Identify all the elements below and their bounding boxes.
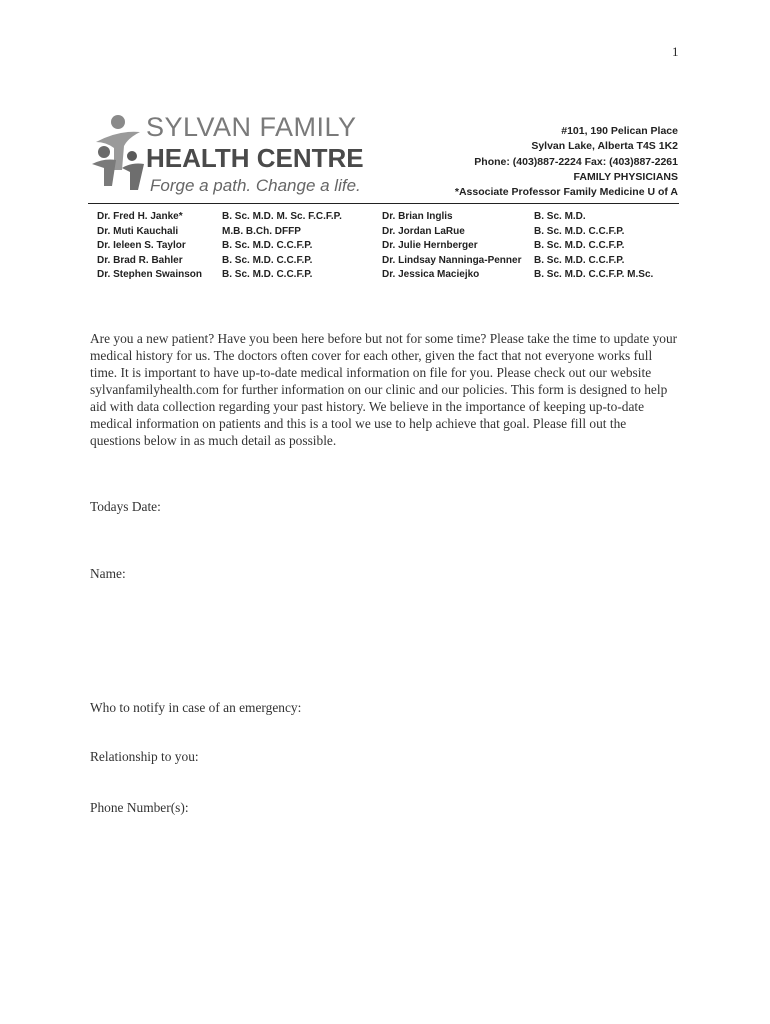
logo-title-line2: HEALTH CENTRE [146, 143, 364, 173]
name-label: Name: [90, 566, 126, 581]
clinic-logo [88, 112, 364, 202]
doctor-name: Dr. Lindsay Nanninga-Penner [382, 254, 522, 266]
address-phone-fax: Phone: (403)887-2224 Fax: (403)887-2261 [474, 155, 678, 168]
doctor-names-left [97, 210, 202, 283]
doctor-credentials: B. Sc. M.D. C.C.F.P. [534, 225, 625, 237]
doctor-credentials: B. Sc. M.D. C.C.F.P. M.Sc. [534, 269, 654, 281]
address-city: Sylvan Lake, Alberta T4S 1K2 [531, 140, 678, 153]
doctor-credentials-left [222, 210, 342, 283]
doctor-credentials: B. Sc. M.D. C.C.F.P. [534, 254, 625, 266]
phone-number-label: Phone Number(s): [90, 800, 189, 815]
logo-title-line1: SYLVAN FAMILY [146, 112, 357, 142]
header-divider [88, 203, 679, 204]
doctor-credentials: B. Sc. M.D. C.C.F.P. [534, 240, 625, 252]
address-street: #101, 190 Pelican Place [561, 125, 678, 137]
address-professor-note: *Associate Professor Family Medicine U of A [454, 186, 678, 199]
doctor-credentials: B. Sc. M.D. C.C.F.P. [222, 240, 313, 252]
doctor-name: Dr. Brian Inglis [382, 211, 453, 222]
family-figures-icon [88, 112, 148, 194]
relationship-label: Relationship to you: [90, 749, 199, 764]
doctor-name: Dr. Jordan LaRue [382, 225, 465, 237]
doctor-credentials: B. Sc. M.D. C.C.F.P. [222, 254, 313, 266]
clinic-address [455, 124, 678, 200]
doctor-credentials: B. Sc. M.D. C.C.F.P. [222, 269, 313, 281]
doctor-name: Dr. Brad R. Bahler [97, 254, 183, 266]
doctor-credentials: B. Sc. M.D. M. Sc. F.C.F.P. [222, 211, 342, 222]
doctor-name: Dr. Stephen Swainson [97, 269, 203, 281]
emergency-contact-label: Who to notify in case of an emergency: [90, 700, 302, 715]
intro-paragraph: Are you a new patient? Have you been here before but not for some time? Please take the time to update your medical history for us. The doctors often cover for each other, given the fact that not everyone works full time. It is important to have up-to-date medical information on file for you. Please check out our website sylvanfamilyhealth.com for further information on our clinic and our policies. This form is designed to help aid with data collection regarding your past history. We believe in the importance of keeping up-to-date medical information on patients and this is a tool we use to help achieve that goal. Please fill out the questions below in as much detail as possible. [90, 331, 678, 448]
logo-tagline: Forge a path. Change a life. [150, 176, 361, 195]
doctor-credentials-right [534, 210, 653, 283]
doctor-credentials: M.B. B.Ch. DFFP [222, 225, 301, 237]
doctor-name: Dr. Muti Kauchali [97, 225, 179, 237]
doctor-name: Dr. Jessica Maciejko [382, 269, 480, 281]
doctor-name: Dr. Ieleen S. Taylor [97, 240, 186, 252]
doctor-names-right [382, 210, 521, 283]
address-physicians-heading: FAMILY PHYSICIANS [573, 170, 678, 183]
doctor-credentials: B. Sc. M.D. [534, 211, 586, 222]
page-number: 1 [672, 44, 679, 59]
doctor-name: Dr. Julie Hernberger [382, 240, 478, 252]
doctor-name: Dr. Fred H. Janke* [97, 211, 183, 222]
todays-date-label: Todays Date: [90, 499, 161, 514]
